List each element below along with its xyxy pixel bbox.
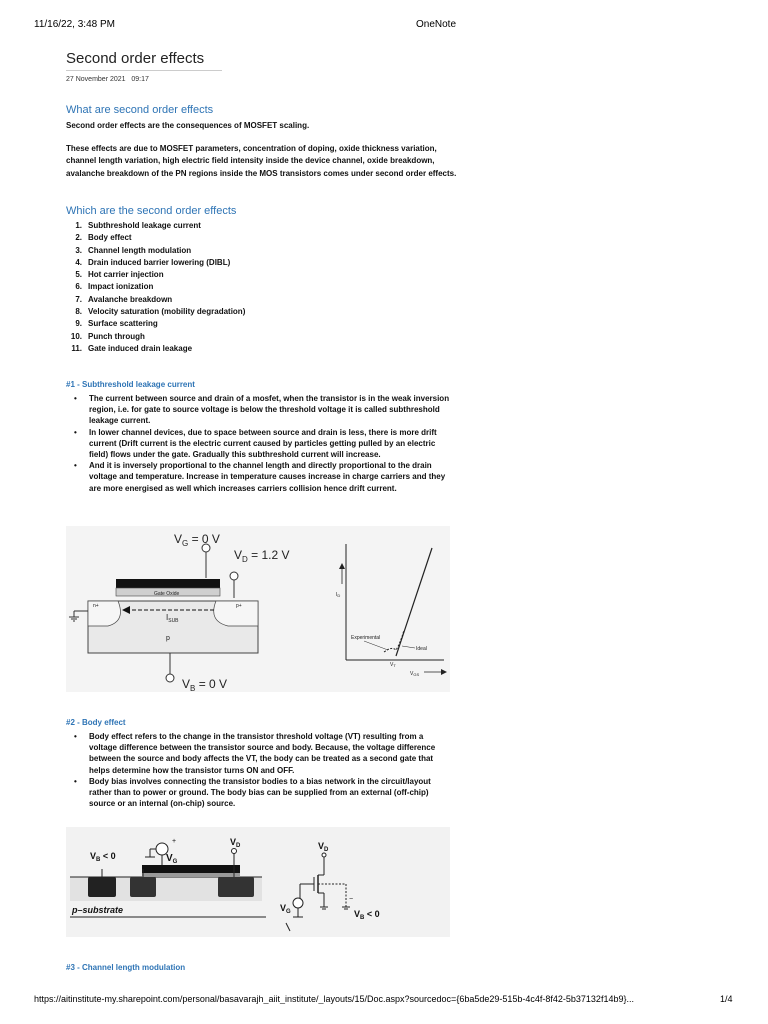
vg2-label: $V_G$ <box>280 903 291 915</box>
vb2-label: $V_B < 0$ <box>354 909 380 921</box>
subthreshold-bullets <box>74 393 452 494</box>
heading-what-are: What are second order effects <box>66 104 214 116</box>
graph-y-label: $I_D$ <box>336 592 341 598</box>
intro-paragraph: Second order effects are the consequences of MOSFET scaling. <box>66 121 310 130</box>
vd2-label: $V_D$ <box>318 841 329 853</box>
p-plus-right: p+ <box>236 603 242 609</box>
footer-url: https://aitinstitute-my.sharepoint.com/personal/basavarajh_aiit_institute/_layouts/15/Doc.aspx?sourcedoc={6ba5de29-515b-4c4f-8f42-5b37132f14b9}... <box>34 994 634 1004</box>
vd-label: $V_D = 1.2$ V <box>234 548 290 564</box>
footer-page-number: 1/4 <box>720 994 733 1004</box>
page-time: 09:17 <box>131 76 149 83</box>
list-item: • And it is inversely proportional to the channel length and directly proportional to the drain voltage and temperature. Increase in temperature causes increase in charge carriers and they are more energised as well which increases carriers collision hence drift current. <box>74 461 446 493</box>
list-item: 3. Channel length modulation <box>75 245 192 255</box>
vg-label: $V_G = 0$ V <box>174 532 220 548</box>
ideal-label: Ideal <box>416 646 427 652</box>
subthreshold-figure <box>66 526 450 692</box>
list-item: 5. Hot carrier injection <box>75 270 164 280</box>
list-item: 2. Body effect <box>75 233 132 243</box>
effects-list <box>66 220 245 355</box>
list-item: 11. Gate induced drain leakage <box>71 343 193 353</box>
vb-left-label: $V_B < 0$ <box>90 851 116 863</box>
page-title: Second order effects <box>66 50 205 67</box>
vd-label: $V_D$ <box>230 837 241 849</box>
p-region-label: p <box>166 635 170 642</box>
list-item: 4. Drain induced barrier lowering (DIBL) <box>75 257 231 267</box>
n-plus-left: n+ <box>93 603 99 609</box>
list-item: 9. Surface scattering <box>75 319 158 329</box>
title-underline <box>66 70 222 71</box>
list-item: • The current between source and drain of a mosfet, when the transistor is in the weak inversion region, i.e. for gate to source voltage is below the threshold voltage it is called subthreshold leakage current. <box>74 394 450 426</box>
heading-subthreshold: #1 - Subthreshold leakage current <box>66 380 195 389</box>
heading-body-effect: #2 - Body effect <box>66 718 126 727</box>
body-effect-bullets <box>74 731 452 809</box>
heading-which-are: Which are the second order effects <box>66 205 237 217</box>
list-item: 10. Punch through <box>70 331 145 341</box>
subthreshold-diagram <box>66 526 450 692</box>
experimental-label: Experimental <box>351 635 381 641</box>
vg-label: $V_G$ <box>166 853 178 865</box>
graph-x-label: $V_{GS}$ <box>410 671 420 677</box>
print-datetime: 11/16/22, 3:48 PM <box>34 19 115 30</box>
list-item: 8. Velocity saturation (mobility degradation) <box>75 307 246 317</box>
body-effect-diagram <box>66 827 450 937</box>
isub-label: $I_{SUB}$ <box>166 613 179 624</box>
ideal-curve <box>396 548 432 656</box>
substrate-label: p–substrate <box>72 905 124 915</box>
page-date-time <box>66 76 149 83</box>
minus-sign: − <box>349 896 354 903</box>
list-item: 6. Impact ionization <box>75 282 154 292</box>
body-effect-figure <box>66 827 450 937</box>
page-date: 27 November 2021 <box>66 76 126 83</box>
list-item: • Body bias involves connecting the transistor bodies to a bias network in the circuit/layout rather than to power or ground. The body bias can be supplied from an external (off-chip) source or an internal (on-chip) source. <box>74 776 431 809</box>
plus-sign: + <box>172 838 177 845</box>
list-item: • In lower channel devices, due to space between source and drain is less, there is more drift current (Drift current is the electric current caused by particles getting pulled by an electric field) flows under the gate. Gradually this subthreshold current will increase. <box>74 427 437 460</box>
print-app-name: OneNote <box>416 19 457 30</box>
heading-channel-length: #3 - Channel length modulation <box>66 963 186 972</box>
vb-label: $V_B = 0$ V <box>182 677 228 692</box>
list-item: 1. Subthreshold leakage current <box>75 221 201 230</box>
list-item: 7. Avalanche breakdown <box>75 294 173 304</box>
gate-oxide-label: Gate Oxide <box>154 591 180 597</box>
vt-label: $V_T$ <box>390 662 396 668</box>
effects-paragraph: These effects are due to MOSFET parameters, concentration of doping, oxide thickness variation, channel length variation, high electric field intensity inside the device channel, oxide breakdown, avalanche breakdown of the PN regions inside the MOS transistors comes under second order effects. <box>66 144 457 178</box>
list-item: • Body effect refers to the change in the transistor threshold voltage (VT) resulting from a voltage difference between the transistor source and body. Because, the voltage difference between the source and body affects the VT, the body can be treated as a second gate that helps determine how the transistor turns ON and OFF. <box>74 732 436 775</box>
